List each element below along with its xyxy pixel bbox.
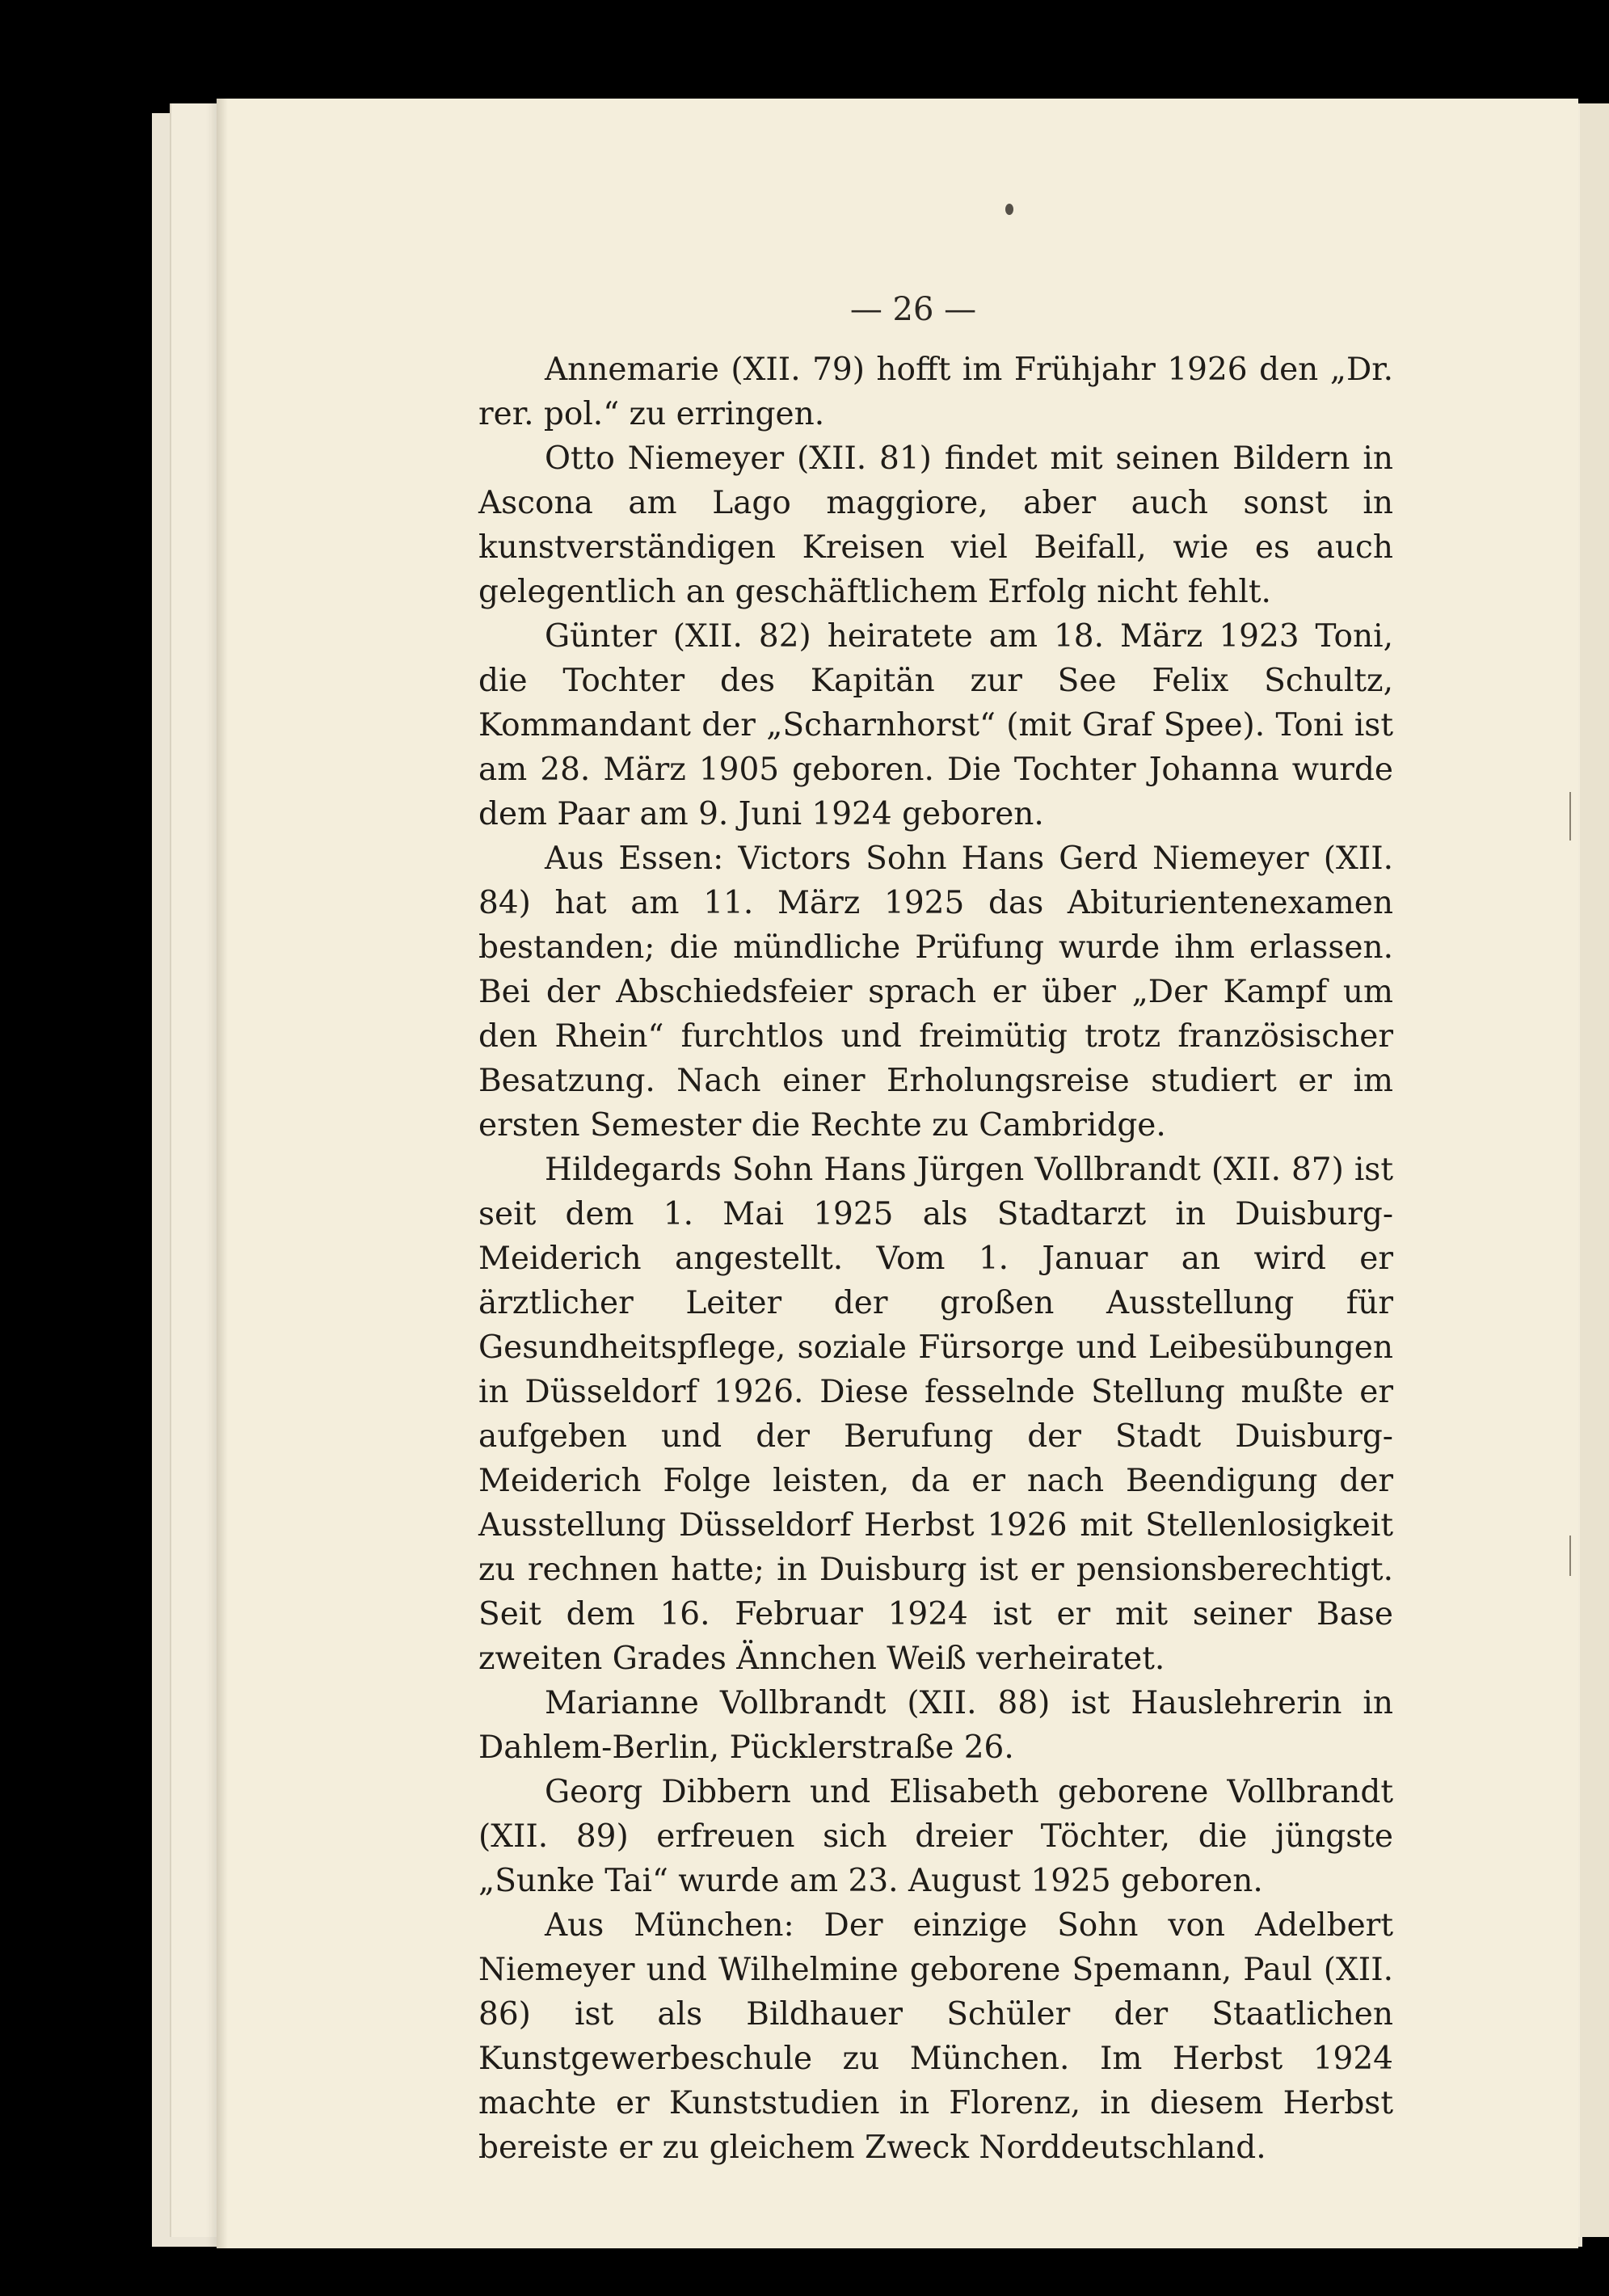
paragraph: Annemarie (XII. 79) hofft im Frühjahr 1926 den „Dr. rer. pol.“ zu erringen. xyxy=(478,352,1393,432)
body-text xyxy=(478,348,1393,2170)
paragraph: Günter (XII. 82) heiratete am 18. März 1923 Toni, die Tochter des Kapitän zur See Felix Schultz, Kommandant der „Scharnhorst“ (mit Graf Spee). Toni ist am 28. März 1905 geboren. Die Tochter Johanna wurde dem Paar am 9. Juni 1924 geboren. xyxy=(478,618,1393,832)
paragraph: Aus München: Der einzige Sohn von Adelbert Niemeyer und Wilhelmine geborene Spemann, Paul (XII. 86) ist als Bildhauer Schüler der Staatlichen Kunstgewerbeschule zu München. Im Herbst 1924 machte er Kunststudien in Florenz, in diesem Herbst bereiste er zu gleichem Zweck Norddeutschland. xyxy=(478,1907,1393,2166)
paragraph: Aus Essen: Victors Sohn Hans Gerd Niemeyer (XII. 84) hat am 11. März 1925 das Abiturientenexamen bestanden; die mündliche Prüfung wurde ihm erlassen. Bei der Abschiedsfeier sprach er über „Der Kampf um den Rhein“ furchtlos und freimütig trotz französischer Besatzung. Nach einer Erholungsreise studiert er im ersten Semester die Rechte zu Cambridge. xyxy=(478,840,1393,1144)
paragraph: Georg Dibbern und Elisabeth geborene Vollbrandt (XII. 89) erfreuen sich dreier Töchter, die jüngste „Sunke Tai“ wurde am 23. August 1925 geboren. xyxy=(478,1774,1393,1899)
page-number: — 26 — xyxy=(849,291,977,328)
page-edge xyxy=(1580,103,1609,2237)
margin-mark xyxy=(1569,792,1571,840)
margin-mark xyxy=(1569,1536,1571,1576)
paragraph: Hildegards Sohn Hans Jürgen Vollbrandt (XII. 87) ist seit dem 1. Mai 1925 als Stadtarzt in Duisburg-Meiderich angestellt. Vom 1. Januar an wird er ärztlicher Leiter der großen Ausstellung für Gesundheitspflege, soziale Fürsorge und Leibesübungen in Düsseldorf 1926. Diese fesselnde Stellung mußte er aufgeben und der Berufung der Stadt Duisburg-Meiderich Folge leisten, da er nach Beendigung der Ausstellung Düsseldorf Herbst 1926 mit Stellenlosigkeit zu rechnen hatte; in Duisburg ist er pensionsberechtigt. Seit dem 16. Februar 1924 ist er mit seiner Base zweiten Grades Ännchen Weiß verheiratet. xyxy=(478,1152,1393,1677)
paragraph: Otto Niemeyer (XII. 81) findet mit seinen Bildern in Ascona am Lago maggiore, aber auch sonst in kunstverständigen Kreisen viel Beifall, wie es auch gelegentlich an geschäftlichem Erfolg nicht fehlt. xyxy=(478,440,1393,610)
fold-shadow xyxy=(217,99,228,2248)
ink-dot xyxy=(1005,204,1013,215)
paragraph: Marianne Vollbrandt (XII. 88) ist Hauslehrerin in Dahlem-Berlin, Pücklerstraße 26. xyxy=(478,1685,1393,1766)
